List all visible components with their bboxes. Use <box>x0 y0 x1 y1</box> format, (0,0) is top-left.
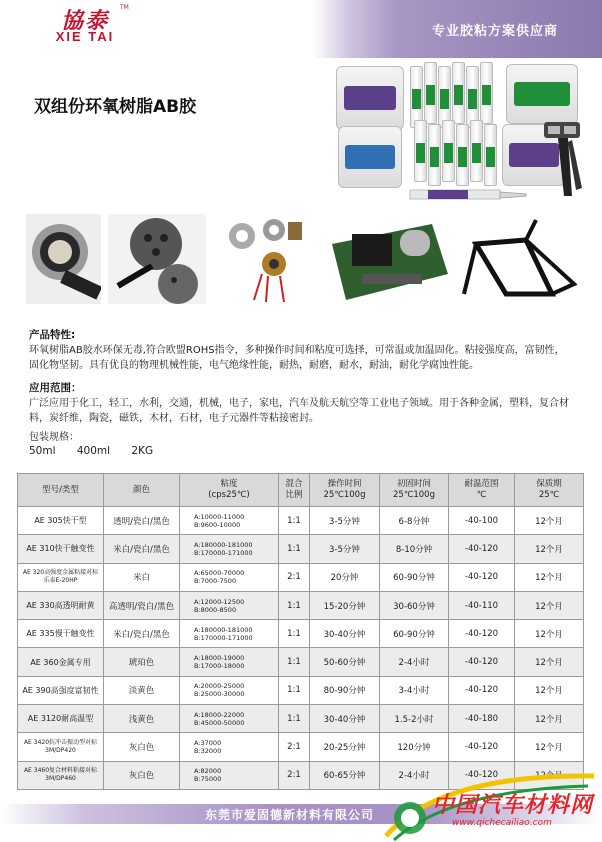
viscosity-cell <box>180 507 279 535</box>
applications-section <box>29 381 574 426</box>
ratio-cell: 1:1 <box>279 535 310 563</box>
model-cell: AE 3120耐高温型 <box>18 705 104 733</box>
operation-time-cell: 3-5分钟 <box>310 507 380 535</box>
logo-chinese: 協泰 <box>60 8 109 34</box>
cure-time-cell: 8-10分钟 <box>380 535 449 563</box>
package-size: 2KG <box>131 445 154 457</box>
table-row <box>18 705 584 733</box>
ratio-cell: 1:1 <box>279 648 310 676</box>
cure-time-cell: 1.5-2小时 <box>380 705 449 733</box>
column-header-text: 混合 <box>285 479 303 489</box>
cure-time-cell: 60-90分钟 <box>380 620 449 648</box>
temperature-range-cell: -40-120 <box>449 620 515 648</box>
brand-logo <box>40 4 130 48</box>
viscosity-cell <box>180 648 279 676</box>
dispensing-gun-image <box>544 118 584 198</box>
shelf-life-cell: 12个月 <box>515 676 584 704</box>
model-cell: AE 3420抗冲击振动型对标3M/DP420 <box>18 733 104 761</box>
cure-time-cell: 2-4小时 <box>380 761 449 789</box>
temperature-range-cell: -40-100 <box>449 507 515 535</box>
shelf-life-cell: 12个月 <box>515 648 584 676</box>
column-header <box>449 474 515 507</box>
column-header-text: 耐温范围 <box>464 479 499 489</box>
ratio-cell: 2:1 <box>279 563 310 591</box>
viscosity-value: B:9600-10000 <box>194 520 241 529</box>
packaging-sizes <box>29 445 171 457</box>
viscosity-value: A:18000-19000 <box>194 654 245 663</box>
table-row <box>18 620 584 648</box>
product-packshot-image <box>330 58 596 206</box>
viscosity-value: B:25000-30000 <box>194 690 245 699</box>
watermark-title: 中国汽车材料网 <box>432 793 594 818</box>
table-row <box>18 591 584 619</box>
operation-time-cell: 20分钟 <box>310 563 380 591</box>
color-cell: 灰白色 <box>104 733 180 761</box>
color-cell: 琥珀色 <box>104 648 180 676</box>
cartridge-image <box>456 124 469 186</box>
temperature-range-cell: -40-120 <box>449 676 515 704</box>
logo-english: XIE TAI <box>55 29 115 44</box>
column-header <box>380 474 449 507</box>
temperature-range-cell: -40-110 <box>449 591 515 619</box>
color-cell: 灰白色 <box>104 761 180 789</box>
model-cell: AE 390高强度富韧性 <box>18 676 104 704</box>
cartridge-image <box>438 66 451 128</box>
viscosity-value: B:7000-7500 <box>194 577 237 586</box>
viscosity-value: A:10000-11000 <box>194 512 245 521</box>
viscosity-value: A:18000-22000 <box>194 710 245 719</box>
viscosity-value: B:170000-171000 <box>194 633 253 642</box>
cure-time-cell: 30-60分钟 <box>380 591 449 619</box>
model-cell: AE 320高强度金属粘接对标乐泰E-20HP <box>18 563 104 591</box>
ratio-cell: 1:1 <box>279 705 310 733</box>
cure-time-cell: 2-4小时 <box>380 648 449 676</box>
viscosity-value: A:82000 <box>194 767 222 776</box>
product-spec-table <box>17 473 584 790</box>
viscosity-cell <box>180 620 279 648</box>
ratio-cell: 1:1 <box>279 676 310 704</box>
model-cell: AE 310快干触变性 <box>18 535 104 563</box>
cartridge-image <box>414 120 427 182</box>
operation-time-cell: 3-5分钟 <box>310 535 380 563</box>
table-row <box>18 733 584 761</box>
model-cell: AE 360金属专用 <box>18 648 104 676</box>
features-text: 环氧树脂AB胶水环保无毒,符合欧盟ROHS指令，多种操作时间和粘度可选择，可常温或加温固化。粘接强度高，富韧性，固化物坚韧。具有优良的物理机械性能，电气绝缘性能，耐热，耐磨，耐水，耐油，耐化学腐蚀性能。 <box>29 345 565 371</box>
column-header-text: 保质期 <box>536 479 562 489</box>
bicycle-frame-photo <box>456 214 586 304</box>
connector-photo <box>26 214 101 304</box>
viscosity-cell <box>180 733 279 761</box>
shelf-life-cell: 12个月 <box>515 761 584 789</box>
header-tagline: 专业胶粘方案供应商 <box>431 24 558 39</box>
temperature-range-cell: -40-120 <box>449 648 515 676</box>
column-header-text: 颜色 <box>132 484 150 495</box>
packaging-heading: 包装规格： <box>29 432 79 443</box>
shelf-life-cell: 12个月 <box>515 591 584 619</box>
viscosity-value: A:20000-25000 <box>194 682 245 691</box>
cartridge-image <box>410 66 423 128</box>
temperature-range-cell: -40-120 <box>449 761 515 789</box>
model-cell: AE 335慢干触变性 <box>18 620 104 648</box>
cartridge-image <box>480 62 493 124</box>
viscosity-value: A:65000-70000 <box>194 569 245 578</box>
shelf-life-cell: 12个月 <box>515 733 584 761</box>
viscosity-value: B:32000 <box>194 747 222 756</box>
operation-time-cell: 60-65分钟 <box>310 761 380 789</box>
viscosity-value: B:17000-18000 <box>194 662 245 671</box>
package-size: 50ml <box>29 445 56 457</box>
table-row <box>18 535 584 563</box>
shelf-life-cell: 12个月 <box>515 507 584 535</box>
column-header <box>18 474 104 507</box>
viscosity-value: B:75000 <box>194 775 222 784</box>
cartridge-image <box>428 124 441 186</box>
color-cell: 高透明/瓷白/黑色 <box>104 591 180 619</box>
table-row <box>18 676 584 704</box>
features-section <box>29 328 574 373</box>
column-header <box>180 474 279 507</box>
operation-time-cell: 30-40分钟 <box>310 620 380 648</box>
viscosity-value: B:8000-8500 <box>194 605 237 614</box>
applications-text: 广泛应用于化工，轻工，水利，交通，机械，电子，家电，汽车及航天航空等工业电子领域。用于各种金属，塑料，复合材料，炭纤维，陶瓷，磁铁，木材，石材，电子元器件等粘接密封。 <box>29 398 569 424</box>
viscosity-value: B:170000-171000 <box>194 548 253 557</box>
jar-image <box>506 64 578 124</box>
column-header-text: 25℃ <box>538 490 560 500</box>
table-body <box>18 507 584 790</box>
color-cell: 淡黄色 <box>104 676 180 704</box>
model-cell: AE 305快干型 <box>18 507 104 535</box>
operation-time-cell: 80-90分钟 <box>310 676 380 704</box>
ratio-cell: 1:1 <box>279 620 310 648</box>
sensor-housing-photo <box>108 214 206 304</box>
watermark <box>380 772 602 842</box>
jar-image <box>336 66 404 130</box>
cartridge-image <box>452 62 465 124</box>
color-cell: 透明/瓷白/黑色 <box>104 507 180 535</box>
column-header-text: 25℃100g <box>323 490 366 500</box>
viscosity-cell <box>180 676 279 704</box>
table-header-row <box>18 474 584 507</box>
color-cell: 浅黄色 <box>104 705 180 733</box>
cartridge-image <box>470 120 483 182</box>
color-cell: 米白 <box>104 563 180 591</box>
cartridge-image <box>466 66 479 128</box>
viscosity-value: A:180000-181000 <box>194 625 253 634</box>
column-header-text: 型号/类型 <box>42 484 79 495</box>
cartridge-image <box>442 120 455 182</box>
application-photos <box>26 214 586 306</box>
jar-image <box>338 126 402 188</box>
column-header-text: 比例 <box>285 490 303 500</box>
features-heading: 产品特性: <box>29 329 76 341</box>
column-header-text: 粘度 <box>220 479 238 489</box>
shelf-life-cell: 12个月 <box>515 563 584 591</box>
column-header <box>515 474 584 507</box>
circuit-board-photo <box>322 214 452 304</box>
viscosity-value: A:37000 <box>194 739 222 748</box>
column-header-text: 25℃100g <box>393 490 435 500</box>
operation-time-cell: 50-60分钟 <box>310 648 380 676</box>
operation-time-cell: 15-20分钟 <box>310 591 380 619</box>
column-header-text: 操作时间 <box>327 479 362 489</box>
viscosity-cell <box>180 563 279 591</box>
color-cell: 米白/瓷白/黑色 <box>104 620 180 648</box>
mixing-nozzle-image <box>408 184 528 206</box>
cartridge-image <box>484 124 497 186</box>
column-header <box>279 474 310 507</box>
viscosity-cell <box>180 761 279 789</box>
operation-time-cell: 20-25分钟 <box>310 733 380 761</box>
temperature-range-cell: -40-120 <box>449 563 515 591</box>
model-cell: AE 330高透明耐黄 <box>18 591 104 619</box>
package-size: 400ml <box>76 445 111 457</box>
ratio-cell: 1:1 <box>279 591 310 619</box>
watermark-url: www.qichecailiao.com <box>452 818 552 828</box>
viscosity-value: A:12000-12500 <box>194 597 245 606</box>
table-row <box>18 563 584 591</box>
viscosity-cell <box>180 705 279 733</box>
column-header-text: 初固时间 <box>396 479 431 489</box>
ratio-cell: 2:1 <box>279 733 310 761</box>
column-header-text: ℃ <box>476 490 487 500</box>
column-header-text: (cps25℃) <box>208 490 250 500</box>
table-row <box>18 507 584 535</box>
applications-heading: 应用范围： <box>29 382 82 394</box>
company-name: 东莞市爱固德新材料有限公司 <box>205 808 375 822</box>
ratio-cell: 2:1 <box>279 761 310 789</box>
cure-time-cell: 60-90分钟 <box>380 563 449 591</box>
shelf-life-cell: 12个月 <box>515 535 584 563</box>
color-cell: 米白/瓷白/黑色 <box>104 535 180 563</box>
temperature-range-cell: -40-120 <box>449 535 515 563</box>
cure-time-cell: 3-4小时 <box>380 676 449 704</box>
viscosity-value: A:180000-181000 <box>194 540 253 549</box>
page-title: 双组份环氧树脂AB胶 <box>34 97 197 117</box>
cartridge-image <box>424 62 437 124</box>
shelf-life-cell: 12个月 <box>515 620 584 648</box>
column-header <box>310 474 380 507</box>
viscosity-cell <box>180 535 279 563</box>
temperature-range-cell: -40-120 <box>449 733 515 761</box>
viscosity-cell <box>180 591 279 619</box>
shelf-life-cell: 12个月 <box>515 705 584 733</box>
motor-parts-photo <box>222 214 314 304</box>
ratio-cell: 1:1 <box>279 507 310 535</box>
cure-time-cell: 6-8分钟 <box>380 507 449 535</box>
table-row <box>18 648 584 676</box>
operation-time-cell: 30-40分钟 <box>310 705 380 733</box>
cure-time-cell: 120分钟 <box>380 733 449 761</box>
column-header <box>104 474 180 507</box>
logo-trademark: TM <box>120 4 129 11</box>
viscosity-value: B:45000-50000 <box>194 718 245 727</box>
model-cell: AE 3460复合材料粘接对标3M/DP460 <box>18 761 104 789</box>
temperature-range-cell: -40-180 <box>449 705 515 733</box>
page-header <box>0 0 602 58</box>
